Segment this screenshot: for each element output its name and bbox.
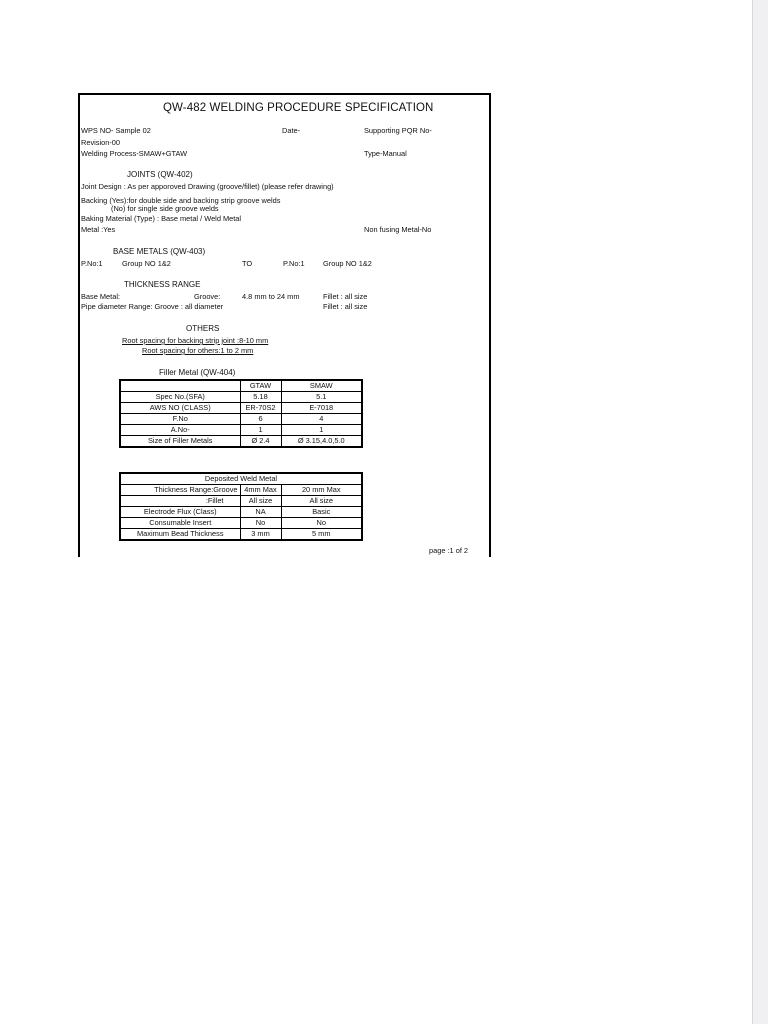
welding-process: Welding Process-SMAW+GTAW: [81, 149, 188, 158]
gtaw-value: 5.18: [240, 392, 281, 403]
smaw-value: All size: [281, 496, 362, 507]
row-label: Size of Filler Metals: [120, 436, 240, 448]
wps-number: WPS NO- Sample 02: [81, 126, 151, 135]
gtaw-value: Ø 2.4: [240, 436, 281, 448]
base-group-2: Group NO 1&2: [323, 259, 372, 268]
row-label: F.No: [120, 414, 240, 425]
gtaw-value: ER-70S2: [240, 403, 281, 414]
smaw-value: E-7018: [281, 403, 362, 414]
table-row: [120, 485, 362, 496]
supporting-pqr: Supporting PQR No-: [364, 126, 432, 135]
table-row: [120, 436, 362, 448]
table-row: [120, 392, 362, 403]
table-row: [120, 425, 362, 436]
gtaw-value: No: [240, 518, 281, 529]
row-label: A.No-: [120, 425, 240, 436]
smaw-value: No: [281, 518, 362, 529]
document-border-top: [78, 93, 491, 95]
column-header-smaw: SMAW: [281, 380, 362, 392]
base-group-1: Group NO 1&2: [122, 259, 171, 268]
row-label: :Fillet: [120, 496, 240, 507]
gtaw-value: All size: [240, 496, 281, 507]
smaw-value: Ø 3.15,4.0,5.0: [281, 436, 362, 448]
document-border-left: [78, 93, 80, 557]
backing-material: Baking Material (Type) : Base metal / Weld Metal: [81, 214, 242, 223]
base-to: TO: [242, 259, 253, 268]
revision: Revision-00: [81, 138, 121, 147]
fillet-range-2: Fillet : all size: [323, 302, 368, 311]
smaw-value: Basic: [281, 507, 362, 518]
smaw-value: 5 mm: [281, 529, 362, 541]
table-row: [120, 529, 362, 541]
gtaw-value: 3 mm: [240, 529, 281, 541]
base-p-no-2: P.No:1: [283, 259, 305, 268]
deposited-heading: Deposited Weld Metal: [120, 473, 362, 485]
table-row: [120, 403, 362, 414]
fillet-range-1: Fillet : all size: [323, 292, 368, 301]
gtaw-value: 6: [240, 414, 281, 425]
gtaw-value: 1: [240, 425, 281, 436]
joint-design: Joint Design : As per apporoved Drawing (groove/fillet) (please refer drawing): [81, 182, 334, 191]
table-row: [120, 414, 362, 425]
smaw-value: 1: [281, 425, 362, 436]
base-metal-label: Base Metal:: [81, 292, 121, 301]
others-heading: OTHERS: [186, 324, 220, 333]
backing-yes: Backing (Yes):for double side and backing strip groove welds: [81, 196, 281, 205]
filler-heading: Filler Metal (QW-404): [159, 368, 236, 377]
gtaw-value: 4mm Max: [240, 485, 281, 496]
table-row: [120, 496, 362, 507]
row-label: Spec No.(SFA): [120, 392, 240, 403]
column-header-gtaw: GTAW: [240, 380, 281, 392]
table-row: [120, 507, 362, 518]
deposited-weld-table: [119, 472, 363, 541]
row-label: Electrode Flux (Class): [120, 507, 240, 518]
base-metals-heading: BASE METALS (QW-403): [113, 247, 206, 256]
table-header-row: [120, 380, 362, 392]
joints-heading: JOINTS (QW-402): [127, 170, 193, 179]
smaw-value: 4: [281, 414, 362, 425]
table-cell: [120, 380, 240, 392]
row-label: AWS NO (CLASS): [120, 403, 240, 414]
root-spacing-backing: Root spacing for backing strip joint :8-10 mm: [122, 336, 269, 345]
date-label: Date-: [282, 126, 301, 135]
non-fusing-metal: Non fusing Metal-No: [364, 225, 432, 234]
root-spacing-others: Root spacing for others:1 to 2 mm: [142, 346, 254, 355]
page-title: QW-482 WELDING PROCEDURE SPECIFICATION: [163, 102, 434, 114]
document-border-right: [489, 93, 491, 557]
smaw-value: 5.1: [281, 392, 362, 403]
backing-no: (No) for single side groove welds: [111, 204, 219, 213]
base-p-no-1: P.No:1: [81, 259, 103, 268]
row-label: Maximum Bead Thickness: [120, 529, 240, 541]
viewer-edge: [752, 0, 768, 1024]
table-row: [120, 518, 362, 529]
page-number: page :1 of 2: [429, 546, 469, 555]
process-type: Type-Manual: [364, 149, 407, 158]
row-label: Thickness Range:Groove: [120, 485, 240, 496]
table-header-row: [120, 473, 362, 485]
smaw-value: 20 mm Max: [281, 485, 362, 496]
gtaw-value: NA: [240, 507, 281, 518]
row-label: Consumable Insert: [120, 518, 240, 529]
groove-label: Groove:: [194, 292, 221, 301]
groove-range: 4.8 mm to 24 mm: [242, 292, 300, 301]
thickness-heading: THICKNESS RANGE: [124, 280, 201, 289]
backing-metal: Metal :Yes: [81, 225, 116, 234]
pipe-diameter: Pipe diameter Range: Groove : all diameter: [81, 302, 224, 311]
filler-metal-table: [119, 379, 363, 448]
